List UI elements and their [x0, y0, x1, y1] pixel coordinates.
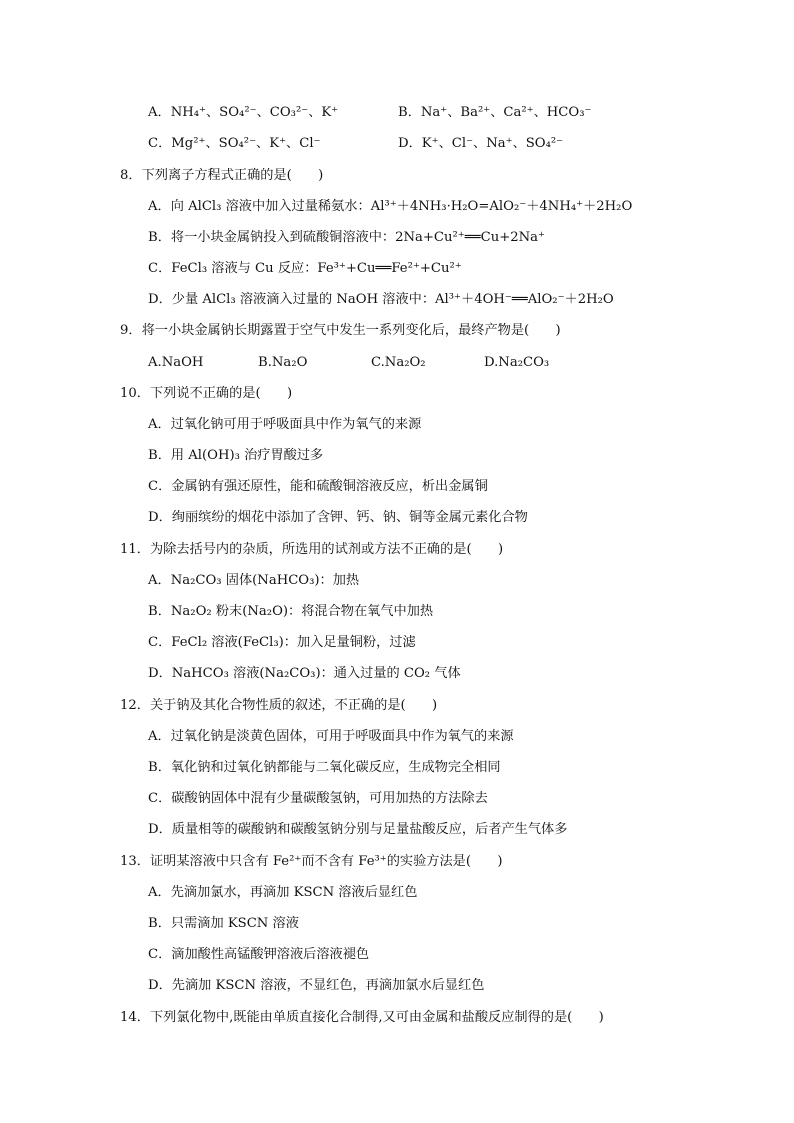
q7-option-b: B．Na⁺、Ba²⁺、Ca²⁺、HCO₃⁻ [398, 105, 592, 120]
q13-stem: 13．证明某溶液中只含有 Fe²⁺而不含有 Fe³⁺的实验方法是( ) [120, 854, 503, 869]
q7-option-c: C．Mg²⁺、SO₄²⁻、K⁺、Cl⁻ [148, 136, 321, 151]
q11-option-d: D．NaHCO₃ 溶液(Na₂CO₃)：通入过量的 CO₂ 气体 [148, 666, 461, 681]
q11-option-b: B．Na₂O₂ 粉末(Na₂O)：将混合物在氧气中加热 [148, 604, 434, 619]
q13-option-c: C．滴加酸性高锰酸钾溶液后溶液褪色 [148, 947, 370, 962]
q10-stem: 10．下列说不正确的是( ) [120, 386, 293, 401]
q13-option-b: B．只需滴加 KSCN 溶液 [148, 916, 299, 931]
q14-stem: 14．下列氯化物中,既能由单质直接化合制得,又可由金属和盐酸反应制得的是( ) [120, 1010, 604, 1025]
q8-stem: 8．下列离子方程式正确的是( ) [120, 168, 324, 183]
q11-option-c: C．FeCl₂ 溶液(FeCl₃)：加入足量铜粉，过滤 [148, 635, 416, 650]
q8-option-c: C．FeCl₃ 溶液与 Cu 反应：Fe³⁺+Cu══Fe²⁺+Cu²⁺ [148, 261, 462, 276]
q9-option-b: B.Na₂O [258, 355, 308, 370]
q12-option-b: B．氧化钠和过氧化钠都能与二氧化碳反应，生成物完全相同 [148, 760, 501, 775]
q12-option-a: A．过氧化钠是淡黄色固体，可用于呼吸面具中作为氧气的来源 [148, 729, 514, 744]
q10-option-d: D．绚丽缤纷的烟花中添加了含钾、钙、钠、铜等金属元素化合物 [148, 510, 528, 525]
q11-option-a: A．Na₂CO₃ 固体(NaHCO₃)：加热 [148, 573, 360, 588]
q8-option-a: A．向 AlCl₃ 溶液中加入过量稀氨水：Al³⁺＋4NH₃·H₂O=AlO₂⁻＋4NH₄⁺＋2H₂O [148, 199, 633, 214]
q12-stem: 12．关于钠及其化合物性质的叙述，不正确的是( ) [120, 698, 438, 713]
q12-option-c: C．碳酸钠固体中混有少量碳酸氢钠，可用加热的方法除去 [148, 791, 488, 806]
q9-option-a: A.NaOH [148, 355, 204, 370]
q9-option-c: C.Na₂O₂ [371, 355, 426, 370]
q7-option-d: D．K⁺、Cl⁻、Na⁺、SO₄²⁻ [398, 136, 564, 151]
q12-option-d: D．质量相等的碳酸钠和碳酸氢钠分别与足量盐酸反应，后者产生气体多 [148, 822, 568, 837]
q9-stem: 9．将一小块金属钠长期露置于空气中发生一系列变化后，最终产物是( ) [120, 323, 561, 338]
q10-option-b: B．用 Al(OH)₃ 治疗胃酸过多 [148, 448, 324, 463]
q10-option-c: C．金属钠有强还原性，能和硫酸铜溶液反应，析出金属铜 [148, 479, 488, 494]
q7-option-a: A．NH₄⁺、SO₄²⁻、CO₃²⁻、K⁺ [148, 105, 339, 120]
q8-option-d: D．少量 AlCl₃ 溶液滴入过量的 NaOH 溶液中：Al³⁺＋4OH⁻══AlO₂⁻＋2H₂O [148, 292, 614, 307]
q9-option-d: D.Na₂CO₃ [484, 355, 550, 370]
q11-stem: 11．为除去括号内的杂质，所选用的试剂或方法不正确的是( ) [120, 542, 504, 557]
q8-option-b: B．将一小块金属钠投入到硫酸铜溶液中：2Na+Cu²⁺══Cu+2Na⁺ [148, 230, 546, 245]
q13-option-a: A．先滴加氯水，再滴加 KSCN 溶液后显红色 [148, 885, 418, 900]
q10-option-a: A．过氧化钠可用于呼吸面具中作为氧气的来源 [148, 417, 422, 432]
q13-option-d: D．先滴加 KSCN 溶液，不显红色，再滴加氯水后显红色 [148, 978, 485, 993]
